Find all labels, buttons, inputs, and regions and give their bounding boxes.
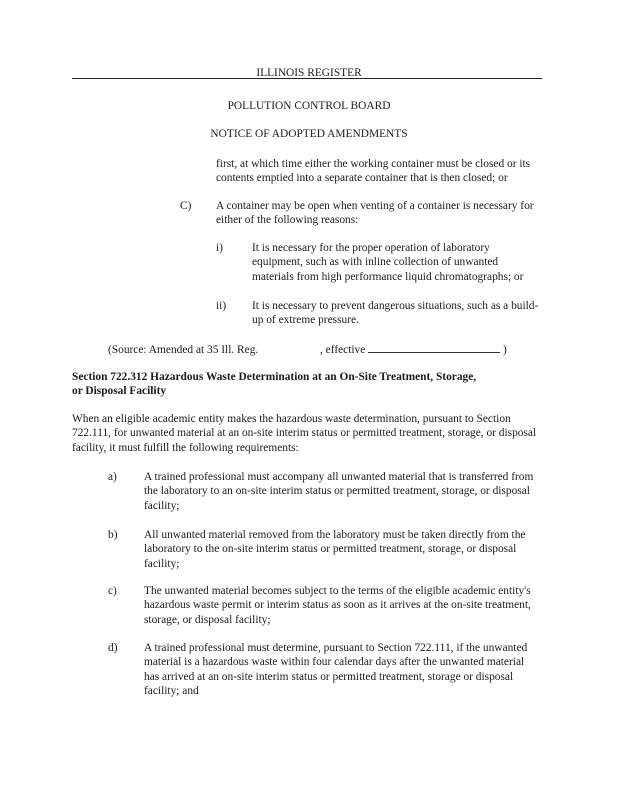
requirement-c-label: c) bbox=[108, 585, 117, 597]
sub-item-ii-text: It is necessary to prevent dangerous situations, such as a build-up of extreme pressure. bbox=[252, 300, 539, 327]
sub-item-i-label: i) bbox=[216, 242, 223, 254]
section-intro: When an eligible academic entity makes the hazardous waste determination, pursuant to Section 722.111, for unwanted material at an on-site interim status or permitted treatment, storage, or disposal facility, it must fulfill the following requirements: bbox=[72, 413, 537, 454]
item-c-text: A container may be open when venting of a container is necessary for either of the following reasons: bbox=[216, 200, 534, 227]
continuation-paragraph: first, at which time either the working container must be closed or its contents emptied into a separate container that is then closed; or bbox=[216, 158, 531, 185]
source-suffix: ) bbox=[503, 344, 507, 356]
requirement-c-text: The unwanted material becomes subject to the terms of the eligible academic entity's hazardous waste permit or interim status as soon as it arrives at the on-site treatment, storage, or disposal facility; bbox=[144, 585, 531, 626]
item-c-label: C) bbox=[180, 200, 192, 212]
requirement-d-text: A trained professional must determine, pursuant to Section 722.111, if the unwanted material is a hazardous waste within four calendar days after the unwanted material has arrived at an on-site interim status or permitted treatment, storage or disposal facility; and bbox=[144, 642, 528, 697]
source-line bbox=[108, 341, 507, 357]
requirement-d-label: d) bbox=[108, 642, 118, 654]
requirement-a-label: a) bbox=[108, 471, 117, 483]
requirement-b-text: All unwanted material removed from the laboratory must be taken directly from the laboratory to the on-site interim status or permitted treatment, storage, or disposal facility; bbox=[144, 529, 526, 570]
section-heading: Section 722.312 Hazardous Waste Determination at an On-Site Treatment, Storage, or Disposal Facility bbox=[72, 371, 477, 398]
notice-title: NOTICE OF ADOPTED AMENDMENTS bbox=[210, 128, 408, 140]
board-title: POLLUTION CONTROL BOARD bbox=[227, 100, 391, 112]
effective-date-blank bbox=[368, 341, 500, 353]
sub-item-i-text: It is necessary for the proper operation of laboratory equipment, such as with inline collection of unwanted materials from high performance liquid chromatographs; or bbox=[252, 242, 524, 283]
source-effective: , effective bbox=[319, 344, 366, 356]
sub-item-ii-label: ii) bbox=[216, 300, 227, 312]
register-title: ILLINOIS REGISTER bbox=[256, 67, 362, 79]
requirement-b-label: b) bbox=[108, 529, 118, 541]
requirement-a-text: A trained professional must accompany all unwanted material that is transferred from the laboratory to an on-site interim status or permitted treatment, storage, or disposal facility; bbox=[144, 471, 534, 512]
source-prefix: (Source: Amended at 35 Ill. Reg. bbox=[108, 344, 259, 356]
